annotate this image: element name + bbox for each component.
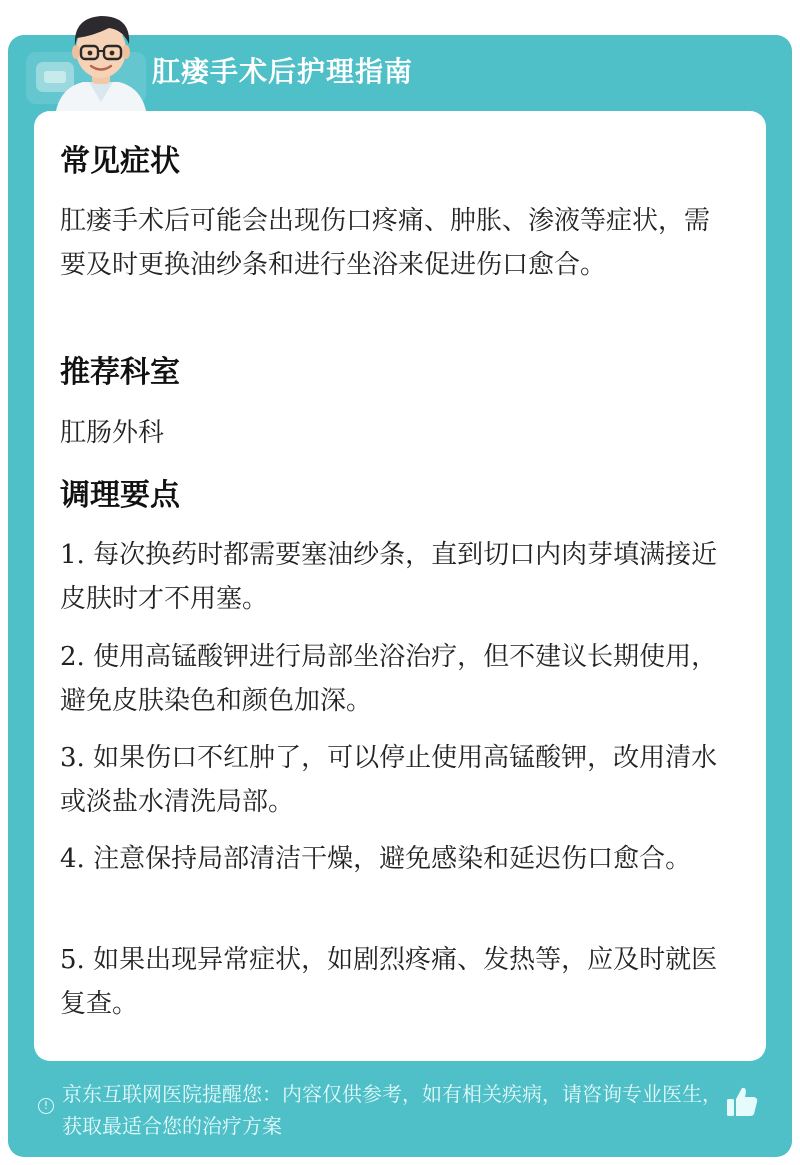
care-item-text: 注意保持局部清洁干燥，避免感染和延迟伤口愈合。 <box>93 844 692 874</box>
care-item-text: 如果伤口不红肿了，可以停止使用高锰酸钾，改用清水或淡盐水清洗局部。 <box>60 743 718 817</box>
symptoms-heading: 常见症状 <box>60 144 180 179</box>
doctor-avatar <box>45 6 157 116</box>
care-item-text: 使用高锰酸钾进行局部坐浴治疗，但不建议长期使用，避免皮肤染色和颜色加深。 <box>60 642 718 716</box>
care-item-text: 如果出现异常症状，如剧烈疼痛、发热等，应及时就医复查。 <box>60 945 718 1019</box>
care-item <box>60 736 730 824</box>
care-item-number: 5. <box>60 945 85 975</box>
department-heading: 推荐科室 <box>60 355 180 390</box>
info-icon: ! <box>38 1098 54 1114</box>
care-heading: 调理要点 <box>60 478 180 513</box>
care-item-text: 每次换药时都需要塞油纱条，直到切口内肉芽填满接近皮肤时才不用塞。 <box>60 540 718 614</box>
department-text: 肛肠外科 <box>60 418 165 448</box>
thumbs-up-icon[interactable] <box>724 1084 760 1120</box>
care-item-number: 3. <box>60 743 85 773</box>
care-item-number: 2. <box>60 642 85 672</box>
care-item-number: 4. <box>60 844 85 874</box>
symptoms-text: 肛瘘手术后可能会出现伤口疼痛、肿胀、渗液等症状，需要及时更换油纱条和进行坐浴来促进伤口愈合。 <box>60 206 711 280</box>
care-item-number: 1. <box>60 540 85 570</box>
footer-disclaimer: 京东互联网医院提醒您：内容仅供参考，如有相关疾病，请咨询专业医生，获取最适合您的治疗方案 <box>62 1082 722 1138</box>
page-title: 肛瘘手术后护理指南 <box>152 55 414 88</box>
care-item <box>60 837 730 881</box>
care-item <box>60 533 730 621</box>
care-item <box>60 938 730 1026</box>
care-item <box>60 635 730 723</box>
